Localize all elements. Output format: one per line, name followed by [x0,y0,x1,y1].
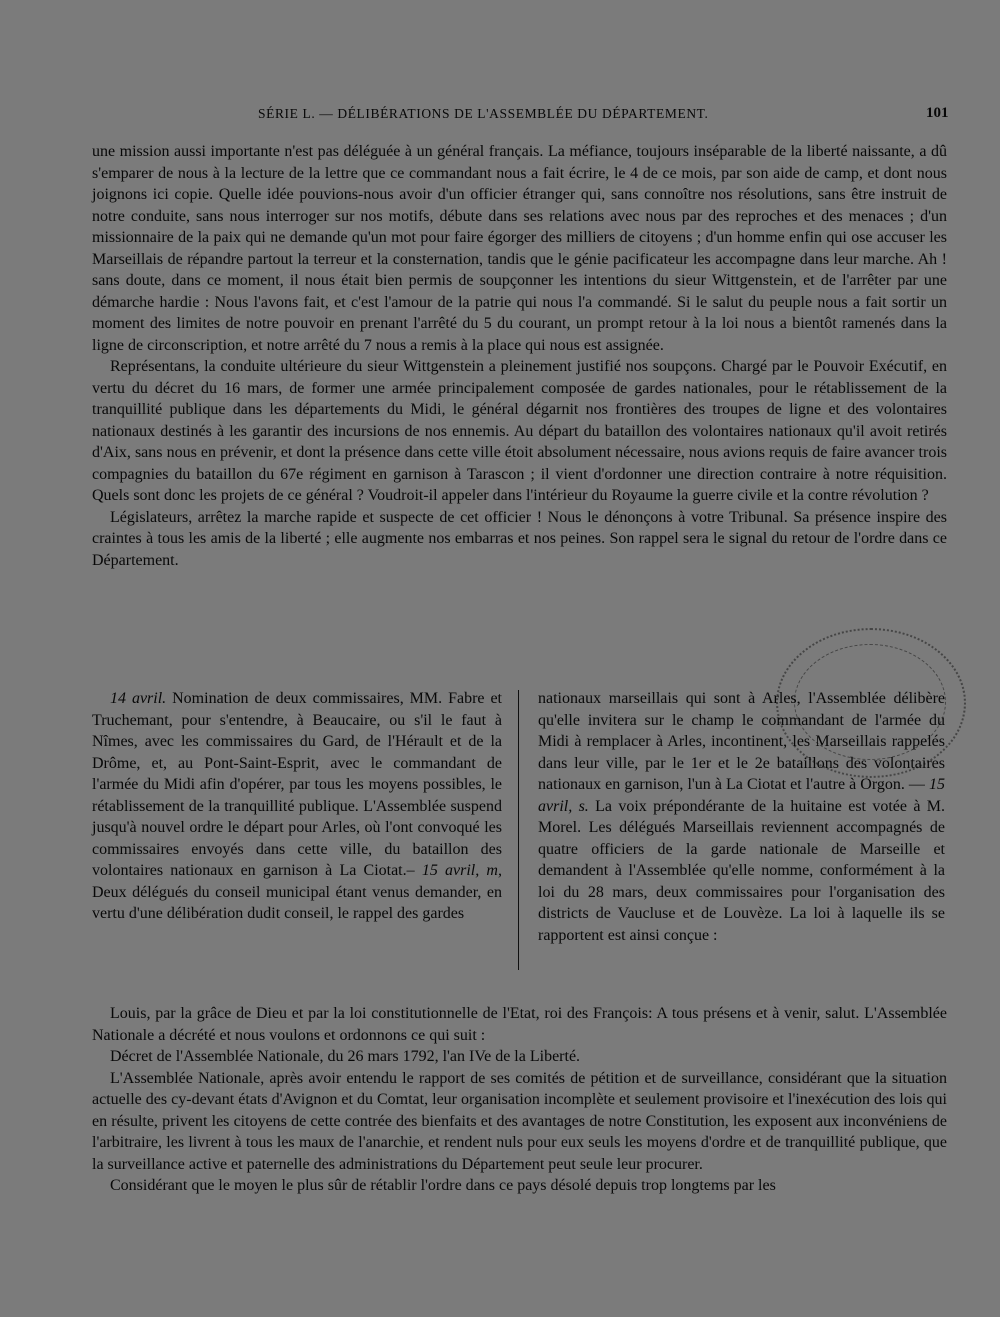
left-column [92,688,502,925]
bottom-text-block [92,1003,947,1197]
paragraph: Législateurs, arrêtez la marche rapide et suspecte de cet officier ! Nous le dénonçons à votre Tribunal. Sa présence inspire des craintes à tous les amis de la liberté ; elle augmente nos embarras et nos peines. Son rappel sera le signal du retour de l'ordre dans ce Département. [92,508,947,569]
entry-text: nationaux marseillais qui sont à Arles, l'Assemblée délibère qu'elle invitera sur le champ le commandant de l'armée du Midi à remplacer à Arles, incontinent, les Marseillais rappelés dans leur ville, par le 1er et le 2e bataillons des volontaires nationaux en garnison, l'un à La Ciotat et l'autre à Orgon. — [538,690,945,793]
paragraph [538,688,945,946]
page-number: 101 [926,105,949,121]
paragraph: Décret de l'Assemblée Nationale, du 26 mars 1792, l'an IVe de la Liberté. [110,1048,581,1065]
paragraph: Représentans, la conduite ultérieure du sieur Wittgenstein a pleinement justifié nos soupçons. Chargé par le Pouvoir Exécutif, en vertu du décret du 16 mars, de former une armée principalement composée de gardes nationales, pour le rétablissement de la tranquillité publique dans les départements du Midi, le général dégarnit nos frontières des troupes de ligne et des volontaires nationaux destinés à les garantir des incursions de nos ennemis. Au départ du bataillon des volontaires nationaux qu'il avoit retirés d'Aix, sans nous en prévenir, et dont la présence dans cette ville étoit absolument nécessaire, nous avions requis de faire avancer trois compagnies du bataillon du 67e régiment en garnison à Tarascon ; il vient d'ordonner une direction contraire à notre réquisition. Quels sont donc les projets de ce général ? Voudroit-il appeler dans l'intérieur du Royaume la guerre civile et la contre révolution ? [92,358,947,504]
paragraph: L'Assemblée Nationale, après avoir entendu le rapport de ses comités de pétition et de surveillance, considérant que la situation actuelle des cy-devant états d'Avignon et du Comtat, leur organisation incomplète et seulement provisoire et l'inexécution des lois qui en résulte, privent les citoyens de cette contrée des bienfaits et des avantages de notre Constitution, les exposent aux inconvéniens de l'arbitraire, les livrent à tous les maux de l'anarchie, et rendent nuls pour eux seuls les moyens d'ordre et de tranquillité publique, que la surveillance active et paternelle des administrations du Département peut seule leur procurer. [92,1069,947,1173]
entry-date: 15 avril, s. [538,776,945,815]
top-text-block [92,141,947,571]
column-divider [518,690,519,970]
paragraph [92,688,502,925]
entry-date: 14 avril. [110,690,167,707]
paragraph: Considérant que le moyen le plus sûr de rétablir l'ordre dans ce pays désolé depuis trop longtems par les [110,1177,776,1194]
entry-text: La voix prépondérante de la huitaine est votée à M. Morel. Les délégués Marseillais reviennent accompagnés de quatre officiers de la garde nationale de Marseille et demandent à l'Assemblée qu'elle nomme, conformément à la loi du 28 mars, deux commissaires pour l'organisation des districts de Vaucluse et de Louvèze. La loi à laquelle ils se rapportent est ainsi conçue : [538,797,945,944]
paragraph: Louis, par la grâce de Dieu et par la loi constitutionnelle de l'Etat, roi des François: A tous présens et à venir, salut. L'Assemblée Nationale a décrété et nous voulons et ordonnons ce qui suit : [92,1005,947,1044]
paragraph: une mission aussi importante n'est pas déléguée à un général français. La méfiance, toujours inséparable de la liberté naissante, a dû s'emparer de nous à la lecture de la lettre que ce commandant nous a fait écrire, le 4 de ce mois, par son aide de camp, et dont nous joignons ici copie. Quelle idée pouvions-nous avoir d'un officier étranger qui, sans connoître nos résolutions, sans être instruit de notre conduite, sans nous interroger sur nos motifs, débute dans ses relations avec nous par des reproches et des menaces ; d'un missionnaire de la paix qui ne demande qu'un mot pour faire égorger des milliers de citoyens ; d'un homme enfin qui ose accuser les Marseillais de répandre partout la terreur et la consternation, tandis que le génie pacificateur les accompagne dans leur marche. Ah ! sans doute, dans ce moment, il nous était bien permis de soupçonner les intentions du sieur Wittgenstein, et de l'arrêter par une démarche hardie : Nous l'avons fait, et c'est l'amour de la patrie qui nous l'a commandé. Si le salut du peuple nous a fait sortir un moment des limites de notre pouvoir en prenant l'arrêté du 5 du courant, un prompt retour à la loi nous a bientôt ramenés dans la ligne de circonscription, et notre arrêté du 7 nous a remis à la place qui nous est assignée. [92,143,947,354]
entry-text: Nomination de deux commissaires, MM. Fabre et Truchemant, pour s'entendre, à Beaucaire, ou s'il le faut à Nîmes, avec les commissaires du Gard, de l'Hérault et de la Drôme, et, au Pont-Saint-Esprit, avec le commandant de l'armée du Midi afin d'opérer, par tous les moyens possibles, le rétablissement de la tranquillité publique. L'Assemblée suspend jusqu'à nouvel ordre le départ pour Arles, où l'ont convoqué les commissaires envoyés dans cette ville, du bataillon des volontaires nationaux en garnison à La Ciotat.– [92,690,502,879]
entry-date: 15 avril, m, [421,862,502,879]
page-header [0,106,1000,128]
entry-text: Deux délégués du conseil municipal étant venus demander, en vertu d'une délibération dudit conseil, le rappel des gardes [92,883,502,922]
right-column [538,688,945,946]
running-title: SÉRIE L. — DÉLIBÉRATIONS DE L'ASSEMBLÉE DU DÉPARTEMENT. [258,106,709,121]
